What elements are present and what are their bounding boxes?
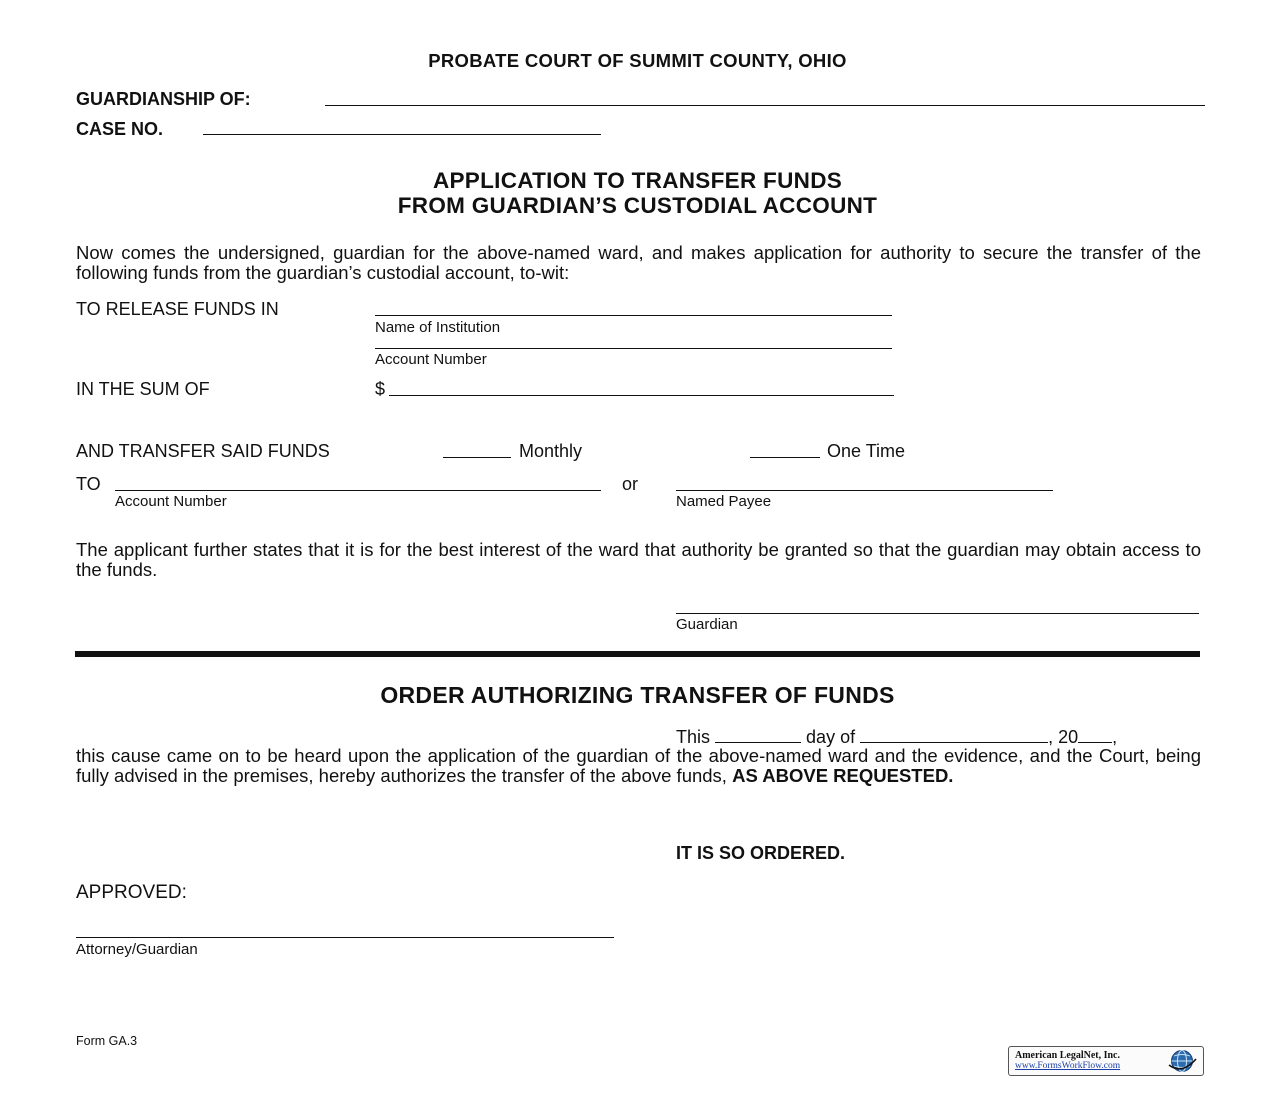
account-number-field[interactable]: [375, 348, 892, 349]
transfer-label: AND TRANSFER SAID FUNDS: [76, 441, 330, 461]
to-account-caption: Account Number: [115, 493, 227, 510]
year-field[interactable]: [1078, 726, 1112, 743]
to-label: TO: [76, 474, 101, 494]
this-label: This: [676, 727, 711, 747]
order-title: ORDER AUTHORIZING TRANSFER OF FUNDS: [380, 682, 895, 708]
order-body: [76, 746, 1201, 785]
release-funds-label: TO RELEASE FUNDS IN: [76, 299, 279, 319]
payee-field[interactable]: [676, 490, 1053, 491]
guardianship-field[interactable]: [325, 105, 1205, 106]
or-label: or: [622, 474, 639, 494]
guardian-signature-field[interactable]: [676, 613, 1199, 614]
year-prefix: , 20: [1048, 727, 1079, 747]
publisher-badge[interactable]: [1008, 1046, 1204, 1076]
court-name: PROBATE COURT OF SUMMIT COUNTY, OHIO: [428, 50, 847, 71]
globe-icon: [1165, 1049, 1199, 1073]
sum-field[interactable]: [389, 395, 894, 396]
form-number: Form GA.3: [76, 1034, 138, 1048]
section-divider: [75, 651, 1200, 657]
sum-label: IN THE SUM OF: [76, 379, 210, 399]
application-title-line2: FROM GUARDIAN’S CUSTODIAL ACCOUNT: [397, 193, 878, 218]
case-no-label: CASE NO.: [76, 119, 164, 139]
attorney-signature-field[interactable]: [76, 937, 614, 938]
institution-field[interactable]: [375, 315, 892, 316]
monthly-label: Monthly: [519, 441, 583, 461]
payee-caption: Named Payee: [676, 493, 772, 510]
as-above-requested: AS ABOVE REQUESTED.: [732, 764, 954, 786]
day-field[interactable]: [715, 726, 801, 743]
one-time-label: One Time: [827, 441, 906, 461]
application-title-line1: APPLICATION TO TRANSFER FUNDS: [432, 168, 843, 193]
currency-symbol: $: [375, 379, 386, 399]
case-no-field[interactable]: [203, 134, 601, 135]
further-states-paragraph: The applicant further states that it is for the best interest of the ward that authority be granted so that the guardian may obtain access to the funds.: [76, 539, 1201, 580]
application-intro: Now comes the undersigned, guardian for the above-named ward, and makes application for authority to secure the transfer of the following funds from the guardian’s custodial account, to-wit:: [76, 242, 1201, 283]
to-account-field[interactable]: [115, 490, 601, 491]
institution-caption: Name of Institution: [375, 319, 501, 336]
order-body-text: this cause came on to be heard upon the application of the guardian of the above-named ward and the evidence, and the Court, being fully advised in the premises, hereby authorizes the transfer of the above funds,: [76, 745, 1201, 786]
day-of-label: day of: [806, 727, 856, 747]
year-suffix: ,: [1112, 727, 1118, 747]
attorney-caption: Attorney/Guardian: [76, 941, 198, 958]
guardian-caption: Guardian: [676, 616, 738, 633]
account-number-caption: Account Number: [375, 351, 487, 368]
so-ordered: IT IS SO ORDERED.: [676, 843, 846, 863]
publisher-url[interactable]: www.FormsWorkFlow.com: [1015, 1061, 1121, 1071]
approved-label: APPROVED:: [76, 882, 187, 903]
month-field[interactable]: [860, 726, 1048, 743]
one-time-checkbox-line[interactable]: [750, 457, 820, 458]
publisher-name: American LegalNet, Inc.: [1015, 1050, 1120, 1061]
monthly-checkbox-line[interactable]: [443, 457, 511, 458]
guardianship-label: GUARDIANSHIP OF:: [76, 89, 251, 109]
